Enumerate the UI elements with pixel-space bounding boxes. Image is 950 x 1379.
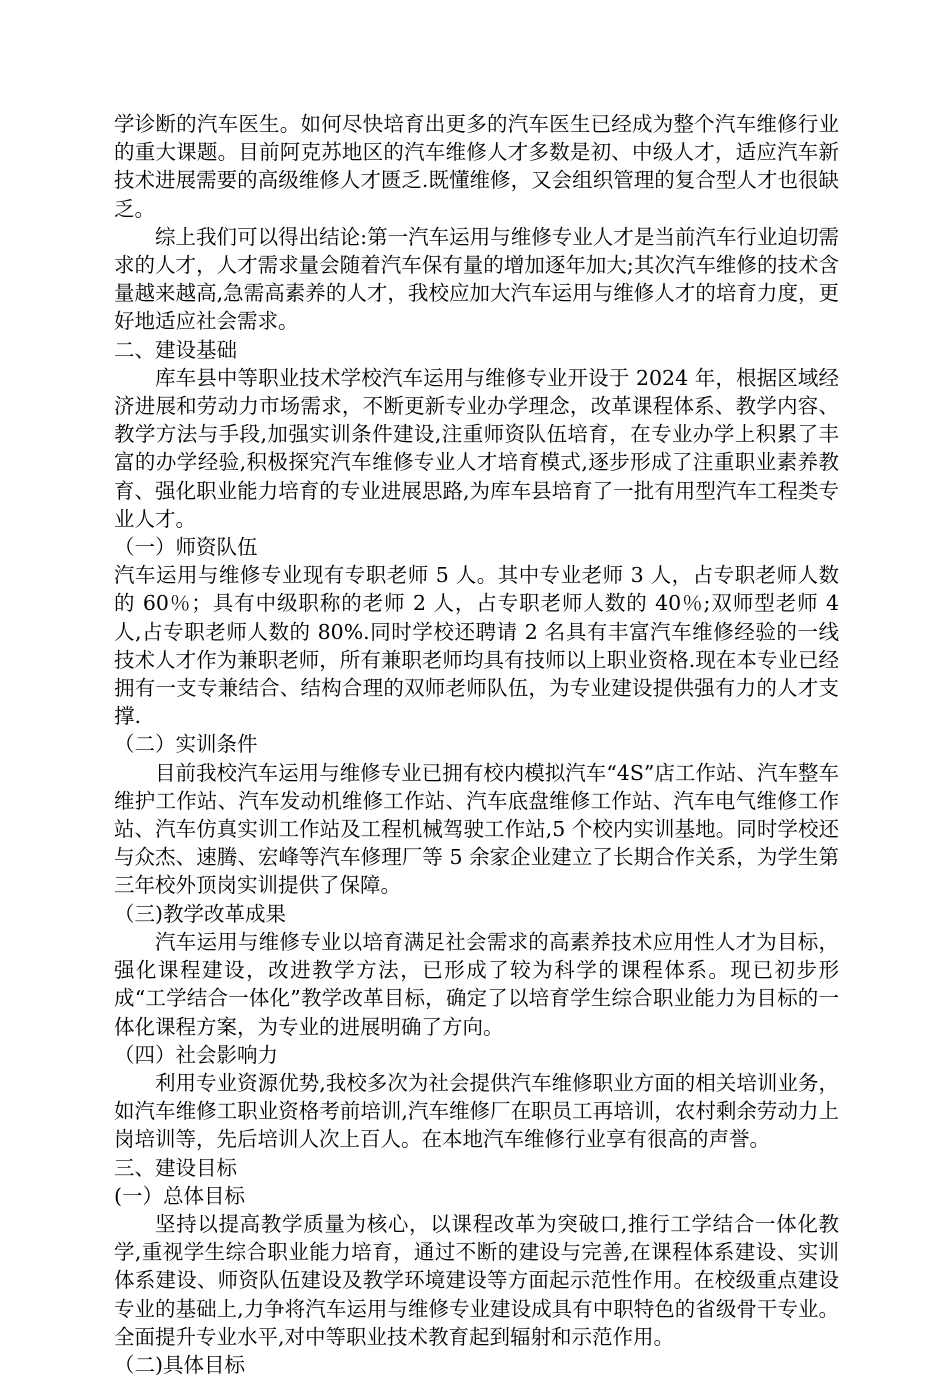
paragraph-faculty: 汽车运用与维修专业现有专职老师 5 人。其中专业老师 3 人，占专职老师人数的 60％；具有中级职称的老师 2 人，占专职老师人数的 40％;双师型老师 4 人,占专职老师人数的 80%.同时学校还聘请 2 名具有丰富汽车维修经验的一线技术人才作为兼职老师，所有兼职老师均具有技师以上职业资格.现在本专业已经拥有一支专兼结合、结构合理的双师老师队伍，为专业建设提供强有力的人才支撑.	[114, 563, 839, 729]
section-heading-foundation: 二、建设基础	[114, 337, 237, 362]
paragraph-reform: 汽车运用与维修专业以培育满足社会需求的高素养技术应用性人才为目标，强化课程建设，改进教学方法，已形成了较为科学的课程体系。现已初步形成“工学结合一体化”教学改革目标，确定了以培育学生综合职业能力为目标的一体化课程方案，为专业的进展明确了方向。	[114, 929, 839, 1039]
paragraph-training: 目前我校汽车运用与维修专业已拥有校内模拟汽车“4S”店工作站、汽车整车维护工作站、汽车发动机维修工作站、汽车底盘维修工作站、汽车电气维修工作站、汽车仿真实训工作站及工程机械驾驶工作站,5 个校内实训基地。同时学校还与众杰、速腾、宏峰等汽车修理厂等 5 余家企业建立了长期合作关系，为学生第三年校外顶岗实训提供了保障。	[114, 760, 839, 898]
subsection-heading-faculty: （一）师资队伍	[114, 535, 258, 560]
paragraph-talent-shortage: 学诊断的汽车医生。如何尽快培育出更多的汽车医生已经成为整个汽车维修行业的重大课题。目前阿克苏地区的汽车维修人才多数是初、中级人才，适应汽车新技术进展需要的高级维修人才匮乏.既懂维修，又会组织管理的复合型人才也很缺乏。	[114, 112, 839, 221]
section-heading-goals: 三、建设目标	[114, 1155, 237, 1180]
paragraph-overall-goal: 坚持以提高教学质量为核心，以课程改革为突破口,推行工学结合一体化教学,重视学生综合职业能力培育，通过不断的建设与完善,在课程体系建设、实训体系建设、师资队伍建设及教学环境建设等方面起示范性作用。在校级重点建设专业的基础上,力争将汽车运用与维修专业建设成具有中职特色的省级骨干专业。全面提升专业水平,对中等职业技术教育起到辐射和示范作用。	[114, 1211, 839, 1349]
subsection-heading-reform: （三)教学改革成果	[114, 901, 286, 926]
subsection-heading-specific-goals: （二)具体目标	[114, 1352, 245, 1377]
subsection-heading-training: （二）实训条件	[114, 732, 258, 757]
document-page	[114, 110, 839, 1379]
subsection-heading-overall-goal: (一）总体目标	[114, 1183, 245, 1208]
paragraph-influence: 利用专业资源优势,我校多次为社会提供汽车维修职业方面的相关培训业务，如汽车维修工职业资格考前培训,汽车维修厂在职员工再培训，农村剩余劳动力上岗培训等，先后培训人次上百人。在本地汽车维修行业享有很高的声誉。	[114, 1070, 839, 1152]
paragraph-conclusion: 综上我们可以得出结论:第一汽车运用与维修专业人才是当前汽车行业迫切需求的人才，人才需求量会随着汽车保有量的增加逐年加大;其次汽车维修的技术含量越来越高,急需高素养的人才，我校应加大汽车运用与维修人才的培育力度，更好地适应社会需求。	[114, 224, 839, 334]
paragraph-foundation: 库车县中等职业技术学校汽车运用与维修专业开设于 2024 年，根据区域经济进展和劳动力市场需求，不断更新专业办学理念，改革课程体系、教学内容、教学方法与手段,加强实训条件建设,注重师资队伍培育，在专业办学上积累了丰富的办学经验,积极探究汽车维修专业人才培育模式,逐步形成了注重职业素养教育、强化职业能力培育的专业进展思路,为库车县培育了一批有用型汽车工程类专业人才。	[114, 365, 839, 531]
subsection-heading-influence: （四）社会影响力	[114, 1042, 278, 1067]
